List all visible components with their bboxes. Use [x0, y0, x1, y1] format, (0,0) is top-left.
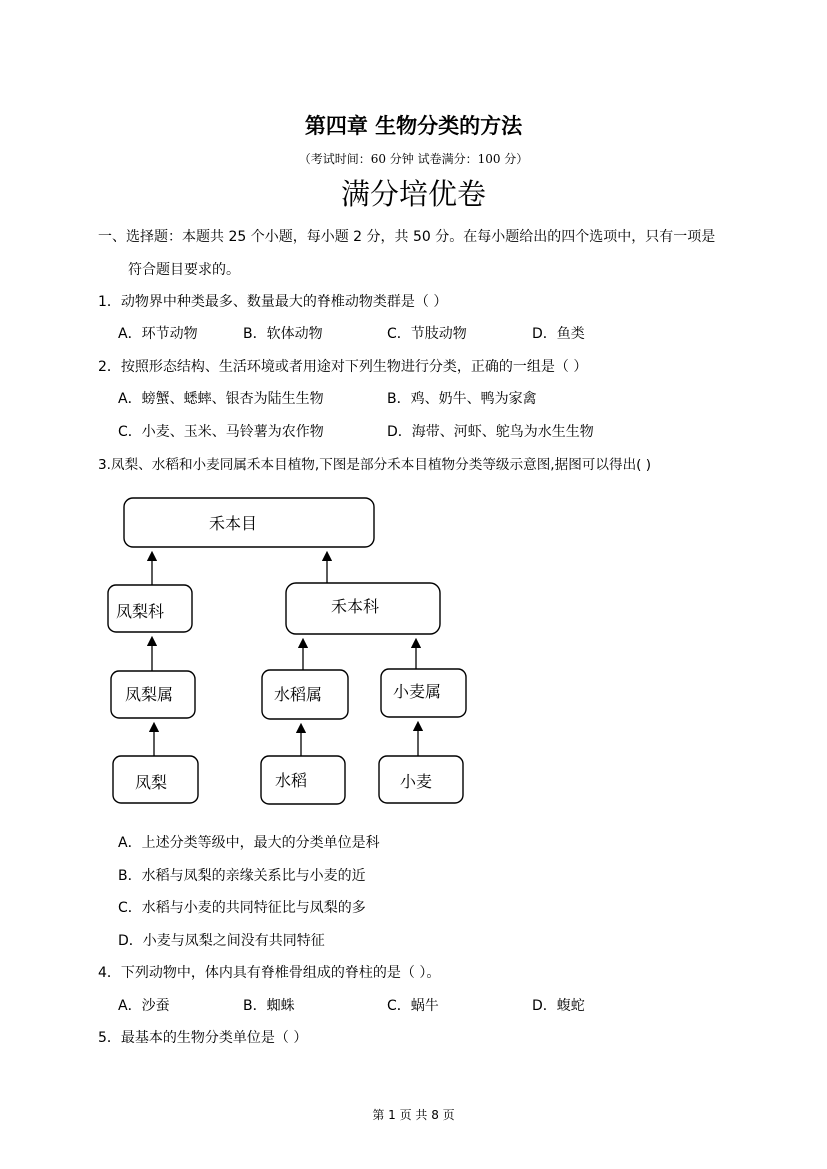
q4-option-c: C．蜗牛	[387, 998, 439, 1014]
section-heading-line1: 一、选择题：本题共 25 个小题，每小题 2 分，共 50 分。在每小题给出的四个选项中，只有一项是	[98, 229, 716, 245]
q4-option-d: D．蝮蛇	[532, 998, 585, 1014]
family-left-label: 凤梨科	[115, 602, 165, 621]
question-1-stem: 1．动物界中种类最多、数量最大的脊椎动物类群是（ ）	[98, 294, 448, 310]
question-5-stem: 5．最基本的生物分类单位是（ ）	[98, 1030, 308, 1046]
question-3-stem: 3.凤梨、水稻和小麦同属禾本目植物,下图是部分禾本目植物分类等级示意图,据图可以得出( )	[98, 457, 652, 473]
section-heading-line2: 符合题目要求的。	[128, 262, 240, 278]
genus-3-label: 小麦属	[392, 682, 442, 701]
species-3-label: 小麦	[399, 772, 433, 791]
q2-option-a: A．螃蟹、蟋蟀、银杏为陆生生物	[118, 391, 324, 407]
question-2-stem: 2．按照形态结构、生活环境或者用途对下列生物进行分类，正确的一组是（ ）	[98, 359, 588, 375]
family-right-label: 禾本科	[330, 597, 380, 616]
q1-option-c: C．节肢动物	[387, 326, 467, 342]
q1-option-a: A．环节动物	[118, 326, 198, 342]
q4-option-a: A．沙蚕	[118, 998, 170, 1014]
question-4-stem: 4．下列动物中，体内具有脊椎骨组成的脊柱的是（ ）。	[98, 965, 441, 981]
big-title: 满分培优卷	[340, 177, 486, 211]
q4-option-b: B．蜘蛛	[243, 998, 295, 1014]
genus-1-label: 凤梨属	[124, 685, 174, 704]
exam-info: （考试时间：60 分钟 试卷满分：100 分）	[298, 152, 529, 166]
q2-option-c: C．小麦、玉米、马铃薯为农作物	[118, 424, 324, 440]
q3-option-d: D．小麦与凤梨之间没有共同特征	[118, 933, 325, 949]
q1-option-b: B．软体动物	[243, 326, 323, 342]
q3-option-c: C．水稻与小麦的共同特征比与凤梨的多	[118, 900, 366, 916]
genus-2-label: 水稻属	[273, 685, 323, 704]
q2-option-d: D．海带、河虾、鸵鸟为水生生物	[387, 424, 594, 440]
species-2-label: 水稻	[274, 771, 308, 790]
order-label: 禾本目	[208, 514, 258, 533]
species-1-label: 凤梨	[134, 773, 168, 792]
page-title: 第四章 生物分类的方法	[304, 113, 523, 138]
q2-option-b: B．鸡、奶牛、鸭为家禽	[387, 391, 537, 407]
q1-option-d: D．鱼类	[532, 326, 585, 342]
q3-option-b: B．水稻与凤梨的亲缘关系比与小麦的近	[118, 868, 366, 884]
page-footer: 第 1 页 共 8 页	[372, 1108, 455, 1122]
q3-option-a: A．上述分类等级中，最大的分类单位是科	[118, 835, 380, 851]
